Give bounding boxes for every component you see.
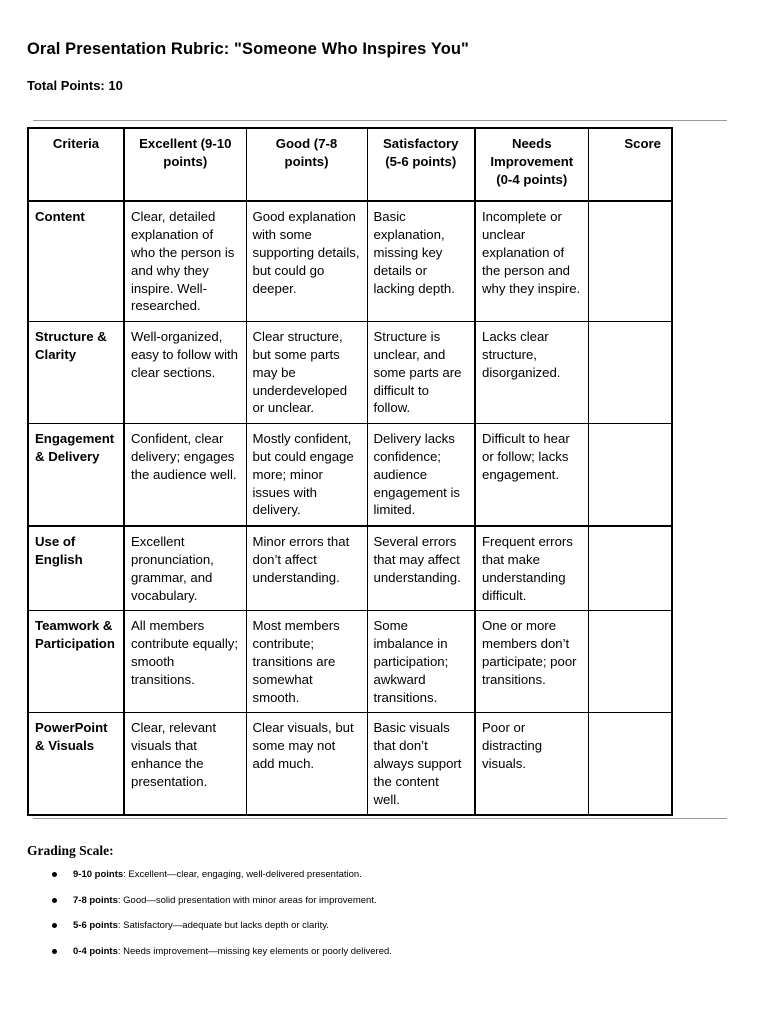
rubric-table xyxy=(27,127,673,816)
good-cell: Good explanation with some supporting details, but could go deeper. xyxy=(246,201,367,321)
needs-improvement-cell: Frequent errors that make understanding difficult. xyxy=(475,526,588,611)
header-needs-improvement: Needs Improvement (0-4 points) xyxy=(475,128,588,201)
header-satisfactory: Satisfactory (5-6 points) xyxy=(367,128,475,201)
excellent-cell: Well-organized, easy to follow with clear sections. xyxy=(124,322,246,424)
excellent-cell: All members contribute equally; smooth transitions. xyxy=(124,611,246,713)
criteria-cell: Structure & Clarity xyxy=(28,322,124,424)
table-row xyxy=(28,201,672,321)
scale-description: : Satisfactory—adequate but lacks depth or clarity. xyxy=(117,920,329,931)
score-cell[interactable] xyxy=(588,322,672,424)
criteria-cell: PowerPoint & Visuals xyxy=(28,713,124,815)
satisfactory-cell: Basic visuals that don’t always support the content well. xyxy=(367,713,475,815)
list-item xyxy=(0,919,768,945)
satisfactory-cell: Delivery lacks confidence; audience engagement is limited. xyxy=(367,424,475,526)
excellent-cell: Excellent pronunciation, grammar, and vocabulary. xyxy=(124,526,246,611)
excellent-cell: Confident, clear delivery; engages the audience well. xyxy=(124,424,246,526)
scale-range: 7-8 points xyxy=(73,894,118,906)
needs-improvement-cell: Poor or distracting visuals. xyxy=(475,713,588,815)
list-item xyxy=(0,894,768,920)
bullet-icon xyxy=(52,872,57,877)
table-row xyxy=(28,611,672,713)
grading-scale-title: Grading Scale: xyxy=(27,843,114,858)
bullet-icon xyxy=(52,923,57,928)
grading-scale-list xyxy=(0,868,768,970)
excellent-cell: Clear, relevant visuals that enhance the presentation. xyxy=(124,713,246,815)
good-cell: Clear visuals, but some may not add much. xyxy=(246,713,367,815)
header-excellent: Excellent (9-10 points) xyxy=(124,128,246,201)
criteria-cell: Engagement & Delivery xyxy=(28,424,124,526)
needs-improvement-cell: Lacks clear structure, disorganized. xyxy=(475,322,588,424)
divider-top xyxy=(33,120,727,121)
page-title: Oral Presentation Rubric: "Someone Who Inspires You" xyxy=(27,40,469,58)
total-points: Total Points: 10 xyxy=(27,78,123,93)
criteria-cell: Content xyxy=(28,201,124,321)
score-cell[interactable] xyxy=(588,201,672,321)
list-item xyxy=(0,868,768,894)
header-score: Score xyxy=(588,128,672,201)
table-row xyxy=(28,424,672,526)
header-criteria: Criteria xyxy=(28,128,124,201)
list-item xyxy=(0,945,768,971)
score-cell[interactable] xyxy=(588,526,672,611)
scale-range: 0-4 points xyxy=(73,945,118,957)
scale-description: : Good—solid presentation with minor areas for improvement. xyxy=(117,894,377,906)
good-cell: Minor errors that don’t affect understanding. xyxy=(246,526,367,611)
score-cell[interactable] xyxy=(588,713,672,815)
table-header-row xyxy=(28,128,672,201)
satisfactory-cell: Several errors that may affect understanding. xyxy=(367,526,475,611)
score-cell[interactable] xyxy=(588,424,672,526)
table-row xyxy=(28,713,672,815)
scale-range: 5-6 points xyxy=(73,920,118,931)
good-cell: Clear structure, but some parts may be underdeveloped or unclear. xyxy=(246,322,367,424)
score-cell[interactable] xyxy=(588,611,672,713)
bullet-icon xyxy=(52,949,57,954)
criteria-cell: Teamwork & Participation xyxy=(28,611,124,713)
good-cell: Most members contribute; transitions are somewhat smooth. xyxy=(246,611,367,713)
scale-description: : Excellent—clear, engaging, well-delivered presentation. xyxy=(123,869,362,880)
table-row xyxy=(28,322,672,424)
satisfactory-cell: Structure is unclear, and some parts are difficult to follow. xyxy=(367,322,475,424)
scale-range: 9-10 points xyxy=(73,869,124,880)
good-cell: Mostly confident, but could engage more; minor issues with delivery. xyxy=(246,424,367,526)
excellent-cell: Clear, detailed explanation of who the person is and why they inspire. Well-researched. xyxy=(124,201,246,321)
needs-improvement-cell: Incomplete or unclear explanation of the person and why they inspire. xyxy=(475,201,588,321)
divider-bottom xyxy=(33,818,727,819)
satisfactory-cell: Some imbalance in participation; awkward transitions. xyxy=(367,611,475,713)
bullet-icon xyxy=(52,898,57,903)
table-row xyxy=(28,526,672,611)
criteria-cell: Use of English xyxy=(28,526,124,611)
needs-improvement-cell: One or more members don’t participate; poor transitions. xyxy=(475,611,588,713)
scale-description: : Needs improvement—missing key elements or poorly delivered. xyxy=(117,945,392,957)
needs-improvement-cell: Difficult to hear or follow; lacks engagement. xyxy=(475,424,588,526)
header-good: Good (7-8 points) xyxy=(246,128,367,201)
satisfactory-cell: Basic explanation, missing key details or lacking depth. xyxy=(367,201,475,321)
